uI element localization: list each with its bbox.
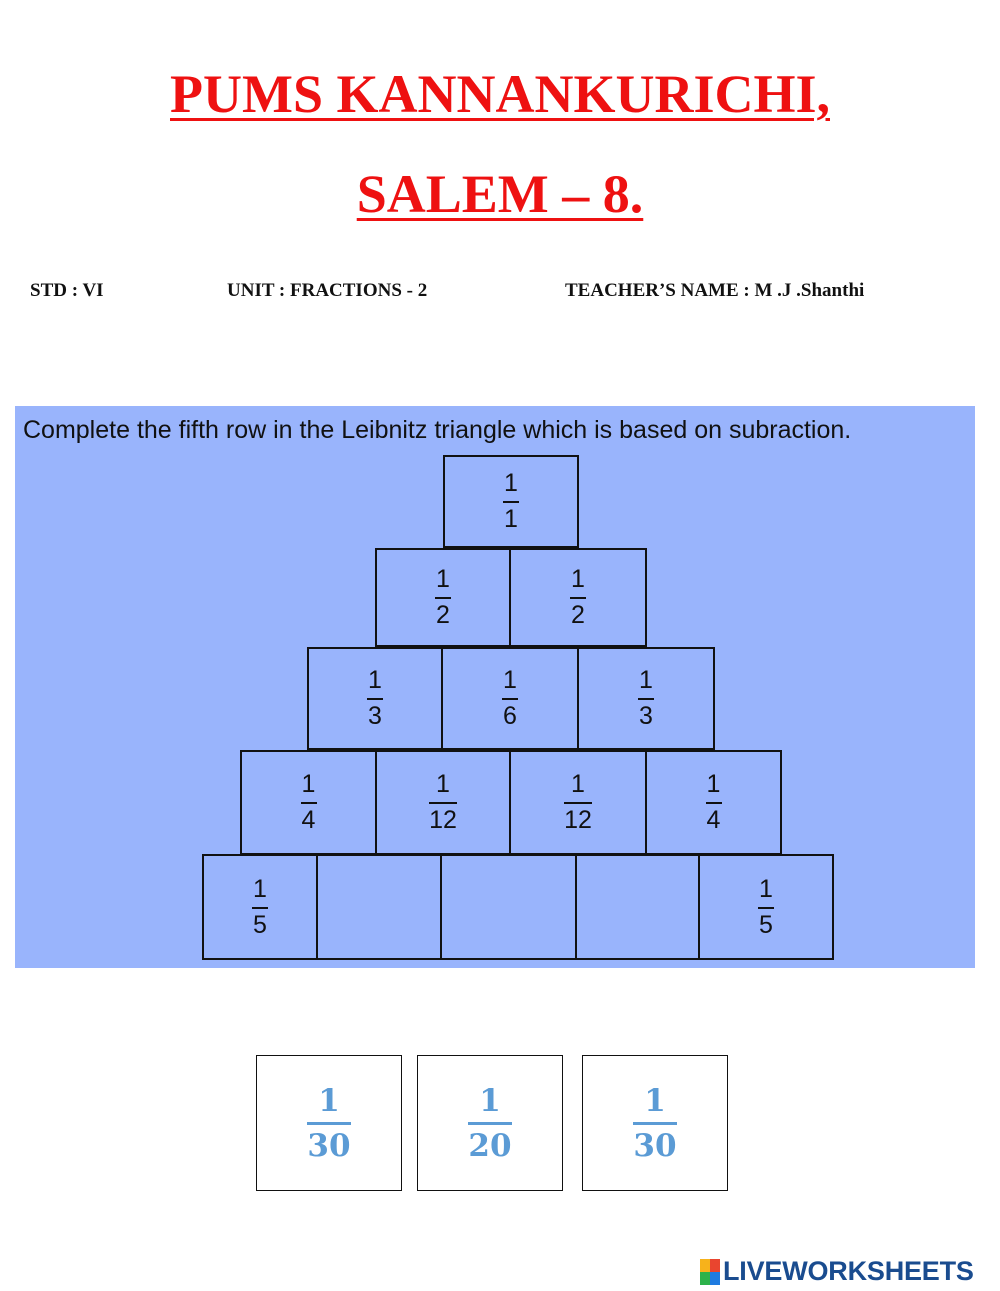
denominator: 5 xyxy=(253,910,267,939)
fraction-bar xyxy=(758,907,774,909)
fraction-bar xyxy=(367,698,383,700)
liveworksheets-logo-icon xyxy=(700,1259,720,1285)
denominator: 20 xyxy=(468,1127,512,1164)
triangle-cell xyxy=(375,548,511,647)
fraction-bar xyxy=(570,597,586,599)
numerator: 1 xyxy=(479,1082,501,1119)
teacher-label: TEACHER’S NAME : M .J .Shanthi xyxy=(565,280,865,301)
triangle-cell xyxy=(307,647,443,750)
triangle-cell xyxy=(577,647,715,750)
triangle-cell xyxy=(509,548,647,647)
triangle-cell xyxy=(441,647,579,750)
numerator: 1 xyxy=(436,565,450,593)
denominator: 30 xyxy=(307,1127,351,1164)
answer-drop-slot[interactable] xyxy=(316,854,442,960)
triangle-cell xyxy=(645,750,782,855)
numerator: 1 xyxy=(644,1082,666,1119)
denominator: 1 xyxy=(504,505,518,533)
numerator: 1 xyxy=(759,874,773,903)
std-label: STD : VI xyxy=(30,280,104,301)
denominator: 3 xyxy=(639,702,653,730)
numerator: 1 xyxy=(571,770,585,798)
liveworksheets-logo[interactable] xyxy=(700,1256,974,1287)
fraction-bar xyxy=(435,597,451,599)
triangle-cell xyxy=(375,750,511,855)
triangle-cell xyxy=(202,854,318,960)
triangle-cell xyxy=(240,750,377,855)
numerator: 1 xyxy=(503,666,517,694)
fraction-bar xyxy=(638,698,654,700)
numerator: 1 xyxy=(368,666,382,694)
denominator: 12 xyxy=(429,806,457,834)
denominator: 2 xyxy=(571,601,585,629)
denominator: 5 xyxy=(759,910,773,939)
denominator: 4 xyxy=(706,806,721,834)
fraction-bar xyxy=(633,1122,677,1125)
denominator: 30 xyxy=(633,1127,677,1164)
fraction-bar xyxy=(307,1122,351,1125)
denominator: 2 xyxy=(436,601,450,629)
fraction-bar xyxy=(468,1122,512,1125)
fraction-bar xyxy=(503,501,519,503)
answer-drop-slot[interactable] xyxy=(440,854,577,960)
denominator: 3 xyxy=(368,702,382,730)
numerator: 1 xyxy=(253,874,267,903)
liveworksheets-wordmark: LIVEWORKSHEETS xyxy=(723,1256,974,1286)
numerator: 1 xyxy=(301,770,316,798)
fraction-bar xyxy=(301,802,317,804)
denominator: 12 xyxy=(564,806,592,834)
unit-label: UNIT : FRACTIONS - 2 xyxy=(227,280,428,301)
numerator: 1 xyxy=(706,770,721,798)
fraction-bar xyxy=(429,802,457,804)
numerator: 1 xyxy=(571,565,585,593)
triangle-cell xyxy=(698,854,834,960)
triangle-cell xyxy=(509,750,647,855)
fraction-bar xyxy=(564,802,592,804)
denominator: 6 xyxy=(503,702,517,730)
numerator: 1 xyxy=(639,666,653,694)
numerator: 1 xyxy=(318,1082,340,1119)
answer-card[interactable] xyxy=(582,1055,728,1191)
answer-drop-slot[interactable] xyxy=(575,854,700,960)
school-location: SALEM – 8. xyxy=(356,164,644,224)
numerator: 1 xyxy=(436,770,450,798)
answer-card[interactable] xyxy=(256,1055,402,1191)
fraction-bar xyxy=(252,907,268,909)
fraction-bar xyxy=(706,802,722,804)
triangle-cell xyxy=(443,455,579,548)
denominator: 4 xyxy=(301,806,316,834)
instruction-text: Complete the fifth row in the Leibnitz triangle which is based on subraction. xyxy=(23,416,852,444)
numerator: 1 xyxy=(504,469,518,497)
school-title: PUMS KANNANKURICHI, xyxy=(170,64,830,124)
leibnitz-panel xyxy=(15,406,975,968)
answer-card[interactable] xyxy=(417,1055,563,1191)
fraction-bar xyxy=(502,698,518,700)
